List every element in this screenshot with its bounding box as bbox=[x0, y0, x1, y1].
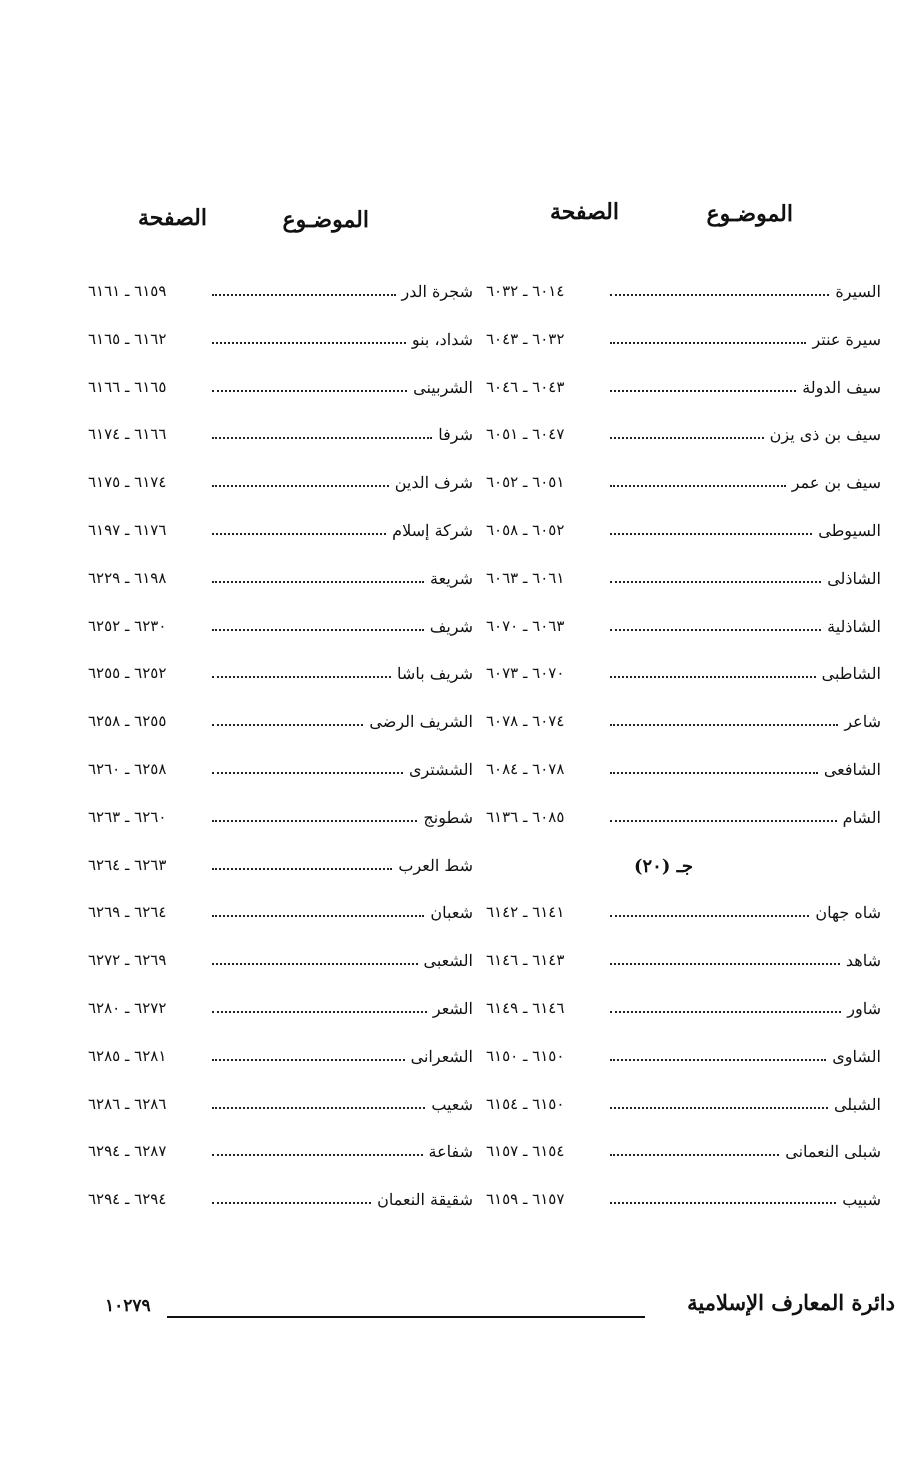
entry-topic: شريف باشا bbox=[397, 664, 473, 684]
entry-topic: سيرة عنتر bbox=[812, 329, 881, 349]
entry-page-range: ٦١٥٧ ـ ٦١٥٩ bbox=[486, 1190, 565, 1209]
entry-topic: شبيب bbox=[842, 1190, 881, 1210]
index-entry bbox=[88, 1190, 473, 1238]
entry-page-range: ٦٢٥٨ ـ ٦٢٦٠ bbox=[88, 759, 167, 778]
dot-leader bbox=[610, 294, 829, 296]
dot-leader bbox=[212, 629, 424, 631]
entry-page-range: ٦٢٨٦ ـ ٦٢٨٦ bbox=[88, 1094, 167, 1113]
index-entry bbox=[88, 808, 473, 856]
page-heading: الصفحة bbox=[549, 199, 619, 225]
entry-page-range: ٦٢٣٠ ـ ٦٢٥٢ bbox=[88, 616, 167, 635]
entry-topic: شطونج bbox=[423, 807, 473, 827]
index-entry bbox=[486, 425, 881, 473]
entry-topic: شاهد bbox=[845, 951, 881, 971]
entry-page-range: ٦١٤٣ ـ ٦١٤٦ bbox=[486, 951, 565, 970]
dot-leader bbox=[610, 342, 806, 344]
entry-topic: الشاذلى bbox=[827, 568, 881, 588]
entry-page-range: ٦١٥٩ ـ ٦١٦١ bbox=[88, 282, 167, 300]
entry-topic: الشبلى bbox=[833, 1094, 881, 1114]
entry-page-range: ٦٠٥٢ ـ ٦٠٥٨ bbox=[486, 520, 565, 539]
entry-page-range: ٦١٤٦ ـ ٦١٤٩ bbox=[486, 998, 565, 1017]
index-entry bbox=[88, 425, 473, 473]
dot-leader bbox=[212, 724, 363, 726]
entry-page-range: ٦٠٧٨ ـ ٦٠٨٤ bbox=[486, 759, 565, 778]
index-entry bbox=[486, 712, 881, 760]
entry-topic: شداد، بنو bbox=[411, 329, 473, 349]
index-entry bbox=[88, 664, 473, 712]
entry-topic: الشعرانى bbox=[410, 1046, 473, 1066]
entry-topic: شرف الدين bbox=[394, 473, 473, 493]
right-column-header bbox=[486, 195, 881, 235]
index-entry bbox=[486, 378, 881, 426]
dot-leader bbox=[610, 629, 821, 631]
entry-topic: الشريف الرضى bbox=[369, 712, 473, 732]
entry-topic: شاعر bbox=[844, 712, 881, 732]
entry-page-range: ٦٢٦٤ ـ ٦٢٦٩ bbox=[88, 903, 167, 922]
index-entry bbox=[486, 569, 881, 617]
footer-rule bbox=[167, 1316, 645, 1318]
entry-page-range: ٦١٧٦ ـ ٦١٩٧ bbox=[88, 520, 167, 539]
index-entry bbox=[88, 712, 473, 760]
entry-page-range: ٦٠٣٢ ـ ٦٠٤٣ bbox=[486, 329, 565, 348]
entry-page-range: ٦٢٦٠ ـ ٦٢٦٣ bbox=[88, 807, 167, 826]
index-entry bbox=[486, 330, 881, 378]
entry-page-range: ٦٠١٤ ـ ٦٠٣٢ bbox=[486, 282, 565, 300]
entry-topic: الشاذلية bbox=[827, 616, 881, 636]
index-entry bbox=[88, 282, 473, 330]
entry-topic: الشعبى bbox=[423, 951, 473, 971]
entry-page-range: ٦٢٦٩ ـ ٦٢٧٢ bbox=[88, 951, 167, 970]
entry-topic: الشافعى bbox=[823, 759, 881, 779]
index-entry bbox=[88, 521, 473, 569]
dot-leader bbox=[212, 1202, 371, 1204]
entry-page-range: ٦٠٦١ ـ ٦٠٦٣ bbox=[486, 568, 565, 587]
dot-leader bbox=[212, 676, 391, 678]
index-entry bbox=[486, 617, 881, 665]
entry-page-range: ٦١٦٥ ـ ٦١٦٦ bbox=[88, 377, 167, 396]
dot-leader bbox=[212, 581, 424, 583]
entry-page-range: ٦٠٧٠ ـ ٦٠٧٣ bbox=[486, 664, 565, 683]
entry-page-range: ٦٢٨١ ـ ٦٢٨٥ bbox=[88, 1046, 167, 1065]
dot-leader bbox=[212, 868, 392, 870]
entry-topic: الشربينى bbox=[413, 377, 473, 397]
entry-topic: شجرة الدر bbox=[401, 282, 473, 301]
entry-topic: الشاطبى bbox=[821, 664, 881, 684]
entry-topic: الشام bbox=[842, 807, 881, 827]
index-list bbox=[88, 282, 473, 1238]
dot-leader bbox=[610, 963, 840, 965]
index-entry bbox=[486, 1142, 881, 1190]
entry-page-range: ٦٢٥٥ ـ ٦٢٥٨ bbox=[88, 712, 167, 731]
topic-heading: الموضـوع bbox=[282, 207, 369, 233]
index-entry bbox=[88, 999, 473, 1047]
dot-leader bbox=[610, 533, 812, 535]
entry-topic: شاه جهان bbox=[815, 903, 881, 923]
dot-leader bbox=[610, 772, 818, 774]
entry-page-range: ٦٢٨٧ ـ ٦٢٩٤ bbox=[88, 1142, 167, 1161]
index-entry bbox=[486, 664, 881, 712]
entry-topic: سيف بن ذى يزن bbox=[769, 425, 881, 445]
dot-leader bbox=[610, 724, 838, 726]
page-footer bbox=[105, 1290, 895, 1330]
entry-page-range: ٦١٥٠ ـ ٦١٥٠ bbox=[486, 1046, 565, 1065]
dot-leader bbox=[212, 390, 407, 392]
index-entry bbox=[486, 760, 881, 808]
entry-page-range: ٦١٥٠ ـ ٦١٥٤ bbox=[486, 1094, 565, 1113]
index-entry bbox=[486, 999, 881, 1047]
entry-topic: الشاوى bbox=[832, 1046, 881, 1066]
dot-leader bbox=[212, 820, 417, 822]
dot-leader bbox=[212, 1107, 425, 1109]
section-heading: جـ (٢٠) bbox=[633, 855, 694, 877]
dot-leader bbox=[610, 1202, 836, 1204]
entry-page-range: ٦٢٦٣ ـ ٦٢٦٤ bbox=[88, 855, 167, 874]
entry-topic: الششترى bbox=[408, 759, 473, 779]
dot-leader bbox=[212, 772, 403, 774]
index-entry bbox=[486, 1190, 881, 1238]
dot-leader bbox=[610, 390, 796, 392]
index-entry bbox=[486, 1047, 881, 1095]
entry-page-range: ٦٠٦٣ ـ ٦٠٧٠ bbox=[486, 616, 565, 635]
page-number: ١٠٢٧٩ bbox=[105, 1296, 151, 1316]
entry-topic: شرفا bbox=[438, 425, 473, 445]
publication-title: دائرة المعارف الإسلامية bbox=[687, 1290, 895, 1315]
entry-page-range: ٦٠٤٣ ـ ٦٠٤٦ bbox=[486, 377, 565, 396]
index-list bbox=[486, 282, 881, 1238]
entry-topic: شبلى النعمانى bbox=[785, 1142, 881, 1162]
dot-leader bbox=[610, 1059, 826, 1061]
index-entry bbox=[88, 569, 473, 617]
entry-page-range: ٦١٥٤ ـ ٦١٥٧ bbox=[486, 1142, 565, 1161]
dot-leader bbox=[212, 1059, 405, 1061]
index-entry bbox=[88, 473, 473, 521]
index-entry bbox=[88, 760, 473, 808]
dot-leader bbox=[212, 963, 418, 965]
dot-leader bbox=[212, 533, 386, 535]
entry-page-range: ٦٢٩٤ ـ ٦٢٩٤ bbox=[88, 1190, 167, 1209]
dot-leader bbox=[212, 1011, 427, 1013]
dot-leader bbox=[212, 915, 424, 917]
dot-leader bbox=[610, 485, 786, 487]
entry-topic: شط العرب bbox=[398, 855, 473, 875]
topic-heading: الموضـوع bbox=[706, 201, 793, 227]
entry-page-range: ٦١٦٦ ـ ٦١٧٤ bbox=[88, 425, 167, 444]
index-entry bbox=[486, 473, 881, 521]
dot-leader bbox=[610, 437, 764, 439]
dot-leader bbox=[610, 676, 816, 678]
index-entry bbox=[88, 903, 473, 951]
index-entry bbox=[88, 1142, 473, 1190]
dot-leader bbox=[212, 342, 406, 344]
entry-topic: سيف بن عمر bbox=[791, 473, 881, 493]
dot-leader bbox=[212, 1154, 423, 1156]
entry-page-range: ٦٠٨٥ ـ ٦١٣٦ bbox=[486, 807, 565, 826]
entry-topic: شريف bbox=[429, 616, 473, 636]
index-entry bbox=[88, 856, 473, 904]
index-entry bbox=[486, 951, 881, 999]
entry-page-range: ٦٢٧٢ ـ ٦٢٨٠ bbox=[88, 998, 167, 1017]
entry-topic: شركة إسلام bbox=[392, 520, 473, 540]
entry-page-range: ٦١٩٨ ـ ٦٢٢٩ bbox=[88, 568, 167, 587]
dot-leader bbox=[212, 294, 396, 296]
entry-page-range: ٦١٧٤ ـ ٦١٧٥ bbox=[88, 473, 167, 492]
index-entry bbox=[486, 521, 881, 569]
dot-leader bbox=[212, 437, 432, 439]
left-column-header bbox=[88, 195, 473, 235]
entry-page-range: ٦٠٤٧ ـ ٦٠٥١ bbox=[486, 425, 565, 444]
index-entry bbox=[486, 808, 881, 856]
entry-topic: السيوطى bbox=[818, 520, 881, 540]
dot-leader bbox=[610, 1154, 779, 1156]
entry-topic: شعيب bbox=[431, 1094, 473, 1114]
index-entry bbox=[486, 282, 881, 330]
index-entry bbox=[88, 378, 473, 426]
left-column bbox=[88, 195, 473, 1238]
dot-leader bbox=[610, 1011, 841, 1013]
dot-leader bbox=[610, 581, 821, 583]
page-heading: الصفحة bbox=[137, 205, 207, 231]
entry-topic: شريعة bbox=[430, 568, 473, 588]
entry-topic: شقيقة النعمان bbox=[377, 1190, 473, 1210]
index-entry bbox=[486, 903, 881, 951]
entry-page-range: ٦١٤١ ـ ٦١٤٢ bbox=[486, 903, 565, 922]
entry-page-range: ٦٠٥١ ـ ٦٠٥٢ bbox=[486, 473, 565, 492]
entry-topic: شعبان bbox=[430, 903, 473, 923]
entry-topic: شاور bbox=[847, 998, 881, 1018]
entry-topic: الشعر bbox=[432, 998, 473, 1018]
entry-page-range: ٦٠٧٤ ـ ٦٠٧٨ bbox=[486, 712, 565, 731]
entry-page-range: ٦١٦٢ ـ ٦١٦٥ bbox=[88, 329, 167, 348]
index-entry bbox=[486, 1095, 881, 1143]
entry-topic: شفاعة bbox=[428, 1142, 473, 1162]
dot-leader bbox=[610, 820, 837, 822]
index-entry bbox=[88, 617, 473, 665]
dot-leader bbox=[610, 1107, 828, 1109]
dot-leader bbox=[610, 915, 809, 917]
entry-topic: السيرة bbox=[835, 282, 881, 301]
index-entry bbox=[88, 1095, 473, 1143]
index-entry bbox=[88, 951, 473, 999]
dot-leader bbox=[212, 485, 389, 487]
right-column bbox=[486, 195, 881, 1238]
entry-page-range: ٦٢٥٢ ـ ٦٢٥٥ bbox=[88, 664, 167, 683]
entry-topic: سيف الدولة bbox=[802, 377, 881, 397]
index-entry bbox=[88, 330, 473, 378]
index-entry bbox=[88, 1047, 473, 1095]
